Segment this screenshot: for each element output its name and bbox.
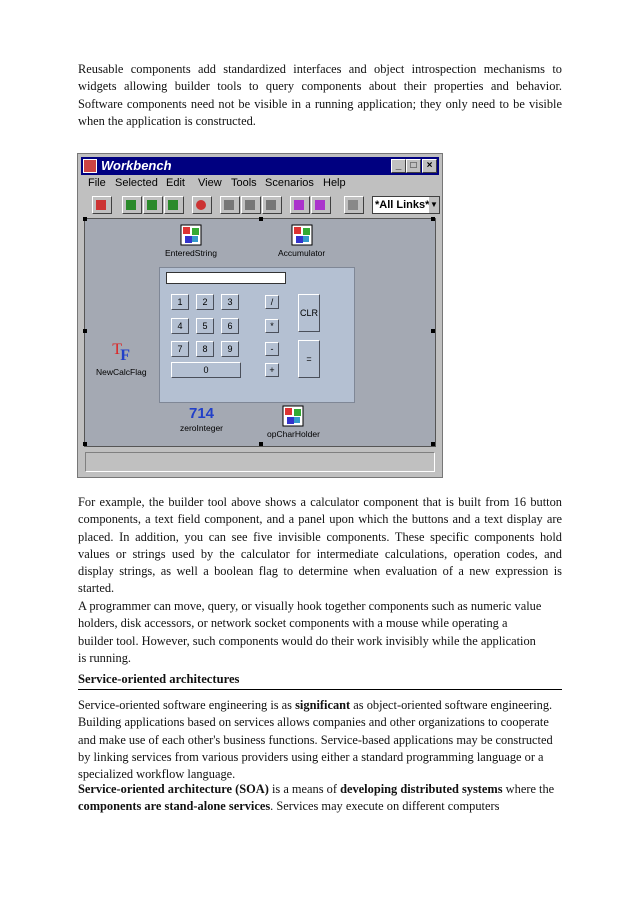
programmer-paragraph [78, 598, 562, 667]
menu-selected[interactable]: Selected [115, 177, 158, 189]
menu-scenarios[interactable]: Scenarios [265, 177, 314, 189]
key-8[interactable]: 8 [196, 341, 214, 357]
menu-help[interactable]: Help [323, 177, 346, 189]
links-select-value: *All Links* [375, 199, 430, 211]
maximize-icon[interactable]: □ [406, 159, 421, 173]
bean-icon [294, 200, 304, 210]
toolbar-link-button-3[interactable] [164, 196, 184, 214]
bean-label: NewCalcFlag [96, 367, 147, 377]
toolbar-wire-button-2[interactable] [241, 196, 261, 214]
programmer-line: A programmer can move, query, or visually hook together components such as numeric value [78, 599, 542, 613]
resize-handle[interactable] [431, 217, 435, 221]
key-2[interactable]: 2 [196, 294, 214, 310]
resize-handle[interactable] [431, 329, 435, 333]
soa-text: where the [502, 782, 555, 796]
bean-op-char-holder[interactable] [267, 405, 320, 439]
soa-bold-text: components are stand-alone services [78, 799, 271, 814]
bean-zero-integer[interactable] [180, 405, 223, 433]
soa-term: Service-oriented architecture (SOA) [78, 782, 269, 796]
palette-icon [96, 200, 106, 210]
resize-handle[interactable] [83, 329, 87, 333]
toolbar-wire-button-1[interactable] [220, 196, 240, 214]
bean-label: EnteredString [165, 248, 217, 258]
key-equals[interactable]: = [298, 340, 320, 378]
bean-entered-string[interactable] [165, 224, 217, 258]
bean-icon [282, 405, 304, 427]
toolbar-link-button-1[interactable] [122, 196, 142, 214]
toolbar-link-button-2[interactable] [143, 196, 163, 214]
bean-icon [291, 224, 313, 246]
soa-text: as object-oriented software engineering. Building applications based on services allows companies and other organizations to cooperate and make use of each other's business functions. Service-based applications may be constructed by linking services from various providers using either a standard programming language or a specialized workflow language. [78, 698, 553, 782]
key-0[interactable]: 0 [171, 362, 241, 378]
menu-view[interactable]: View [198, 177, 222, 189]
key-divide[interactable]: / [265, 295, 279, 309]
soa-bold-text: developing distributed systems [340, 782, 503, 796]
soa-text: is a means of [268, 782, 341, 796]
soa-definition-paragraph [78, 781, 562, 816]
programmer-line: holders, disk accessors, or network socket components with a mouse while operating a [78, 616, 508, 631]
calculator-panel[interactable] [159, 267, 355, 403]
integer-icon: 714 [188, 405, 215, 422]
key-multiply[interactable]: * [265, 319, 279, 333]
soa-bold-text: significant [295, 698, 351, 712]
resize-handle[interactable] [83, 217, 87, 221]
soa-paragraph [78, 697, 562, 783]
example-paragraph: For example, the builder tool above shows a calculator component that is built from 16 button components, a text field component, and a panel upon which the buttons and a text display are placed. In addition, you can see five invisible components. These specific components hold values or strings used by the calculator for intermediate calculations, operation codes, and display strings, as well a boolean flag to determine when evaluation of a new expression is started. [78, 495, 562, 596]
key-9[interactable]: 9 [221, 341, 239, 357]
resize-handle[interactable] [431, 442, 435, 446]
toolbar-palette-button[interactable] [92, 196, 112, 214]
close-icon[interactable]: × [422, 159, 437, 173]
resize-handle[interactable] [259, 442, 263, 446]
workbench-app-icon [83, 159, 97, 173]
refresh-icon [196, 200, 206, 210]
intro-paragraph: Reusable components add standardized interfaces and object introspection mechanisms to widgets allowing builder tools to query components about their properties and behavior. Software components need not be visible in a running application; they only need to be visible when the application is constructed. [78, 62, 562, 128]
design-canvas[interactable] [84, 218, 436, 447]
wire-icon [266, 200, 276, 210]
key-subtract[interactable]: - [265, 342, 279, 356]
key-7[interactable]: 7 [171, 341, 189, 357]
key-1[interactable]: 1 [171, 294, 189, 310]
workbench-title: Workbench [101, 158, 172, 173]
key-3[interactable]: 3 [221, 294, 239, 310]
programmer-line: builder tool. However, such components would do their work invisibly while the application [78, 633, 536, 648]
wire-icon [224, 200, 234, 210]
workbench-window [77, 153, 443, 478]
programmer-line: is running. [78, 650, 132, 665]
link-icon [147, 200, 157, 210]
key-6[interactable]: 6 [221, 318, 239, 334]
section-heading: Service-oriented architectures [78, 672, 562, 690]
links-select[interactable] [372, 196, 440, 214]
key-clear[interactable]: CLR [298, 294, 320, 332]
bean-accumulator[interactable] [278, 224, 325, 258]
boolean-icon-t: T [112, 341, 123, 358]
link-icon [126, 200, 136, 210]
resize-handle[interactable] [83, 442, 87, 446]
key-4[interactable]: 4 [171, 318, 189, 334]
bean-icon [180, 224, 202, 246]
key-5[interactable]: 5 [196, 318, 214, 334]
soa-text: . Services may execute on different computers [270, 799, 500, 814]
boolean-icon-f: F [120, 347, 131, 364]
bean-label: zeroInteger [180, 423, 223, 433]
key-add[interactable]: + [265, 363, 279, 377]
toolbar-wire-button-3[interactable] [262, 196, 282, 214]
toolbar-refresh-button[interactable] [192, 196, 212, 214]
chevron-down-icon: ▼ [429, 197, 439, 213]
resize-handle[interactable] [259, 217, 263, 221]
calculator-display[interactable] [166, 272, 286, 284]
menu-edit[interactable]: Edit [166, 177, 185, 189]
workbench-titlebar [81, 157, 439, 175]
wire-icon [245, 200, 255, 210]
minimize-icon[interactable]: _ [391, 159, 406, 173]
soa-text: Service-oriented software engineering is as [78, 698, 296, 712]
boolean-icon [108, 341, 134, 365]
bean-icon [315, 200, 325, 210]
menu-tools[interactable]: Tools [231, 177, 257, 189]
bean-label: Accumulator [278, 248, 326, 258]
toolbar-bean-button-1[interactable] [290, 196, 310, 214]
toolbar [82, 194, 440, 218]
status-bar [85, 452, 435, 472]
menu-file[interactable]: File [88, 177, 106, 189]
toolbar-bean-button-2[interactable] [311, 196, 331, 214]
bean-new-calc-flag[interactable] [96, 341, 147, 377]
clipboard-icon [348, 200, 358, 210]
toolbar-clipboard-button[interactable] [344, 196, 364, 214]
link-icon [168, 200, 178, 210]
bean-label: opCharHolder [267, 429, 320, 439]
